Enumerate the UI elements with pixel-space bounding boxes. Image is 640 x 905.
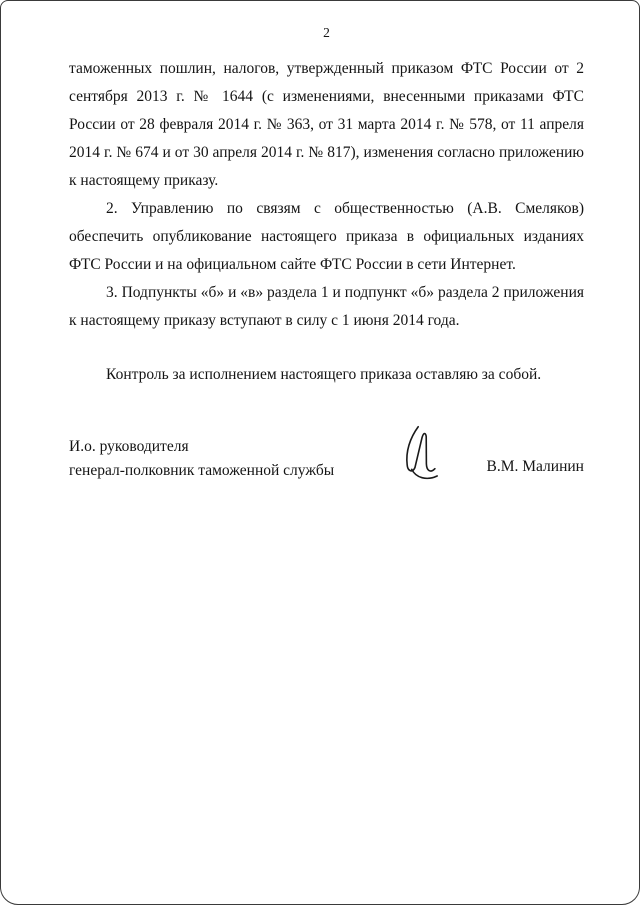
page-number: 2	[323, 25, 330, 40]
control-statement: Контроль за исполнением настоящего приказа оставляю за собой.	[106, 366, 542, 383]
signer-position-line1: И.о. руководителя	[69, 438, 189, 455]
signer-position	[69, 435, 334, 483]
signer-position-line2: генерал-полковник таможенной службы	[69, 462, 335, 479]
signature-mark	[390, 420, 449, 494]
signature-block	[69, 435, 584, 492]
paragraph-item-2: 2. Управлению по связям с общественностью (А.В. Смеляков) обеспечить опубликование настоящего приказа в официальных изданиях ФТС России и на официальном сайте ФТС России в сети Интернет.	[69, 200, 584, 273]
paragraph-item-3: 3. Подпункты «б» и «в» раздела 1 и подпункт «б» раздела 2 приложения к настоящему приказу вступают в силу с 1 июня 2014 года.	[69, 284, 584, 329]
signer-name: В.М. Малинин	[486, 458, 584, 475]
paragraph-continuation: таможенных пошлин, налогов, утвержденный приказом ФТС России от 2 сентября 2013 г. № 1644 (с изменениями, внесенными приказами ФТС России от 28 февраля 2014 г. № 363, от 31 марта 2014 г. № 578, от 11 апреля 2014 г. № 674 и от 30 апреля 2014 г. № 817), изменения согласно приложению к настоящему приказу.	[69, 60, 584, 189]
